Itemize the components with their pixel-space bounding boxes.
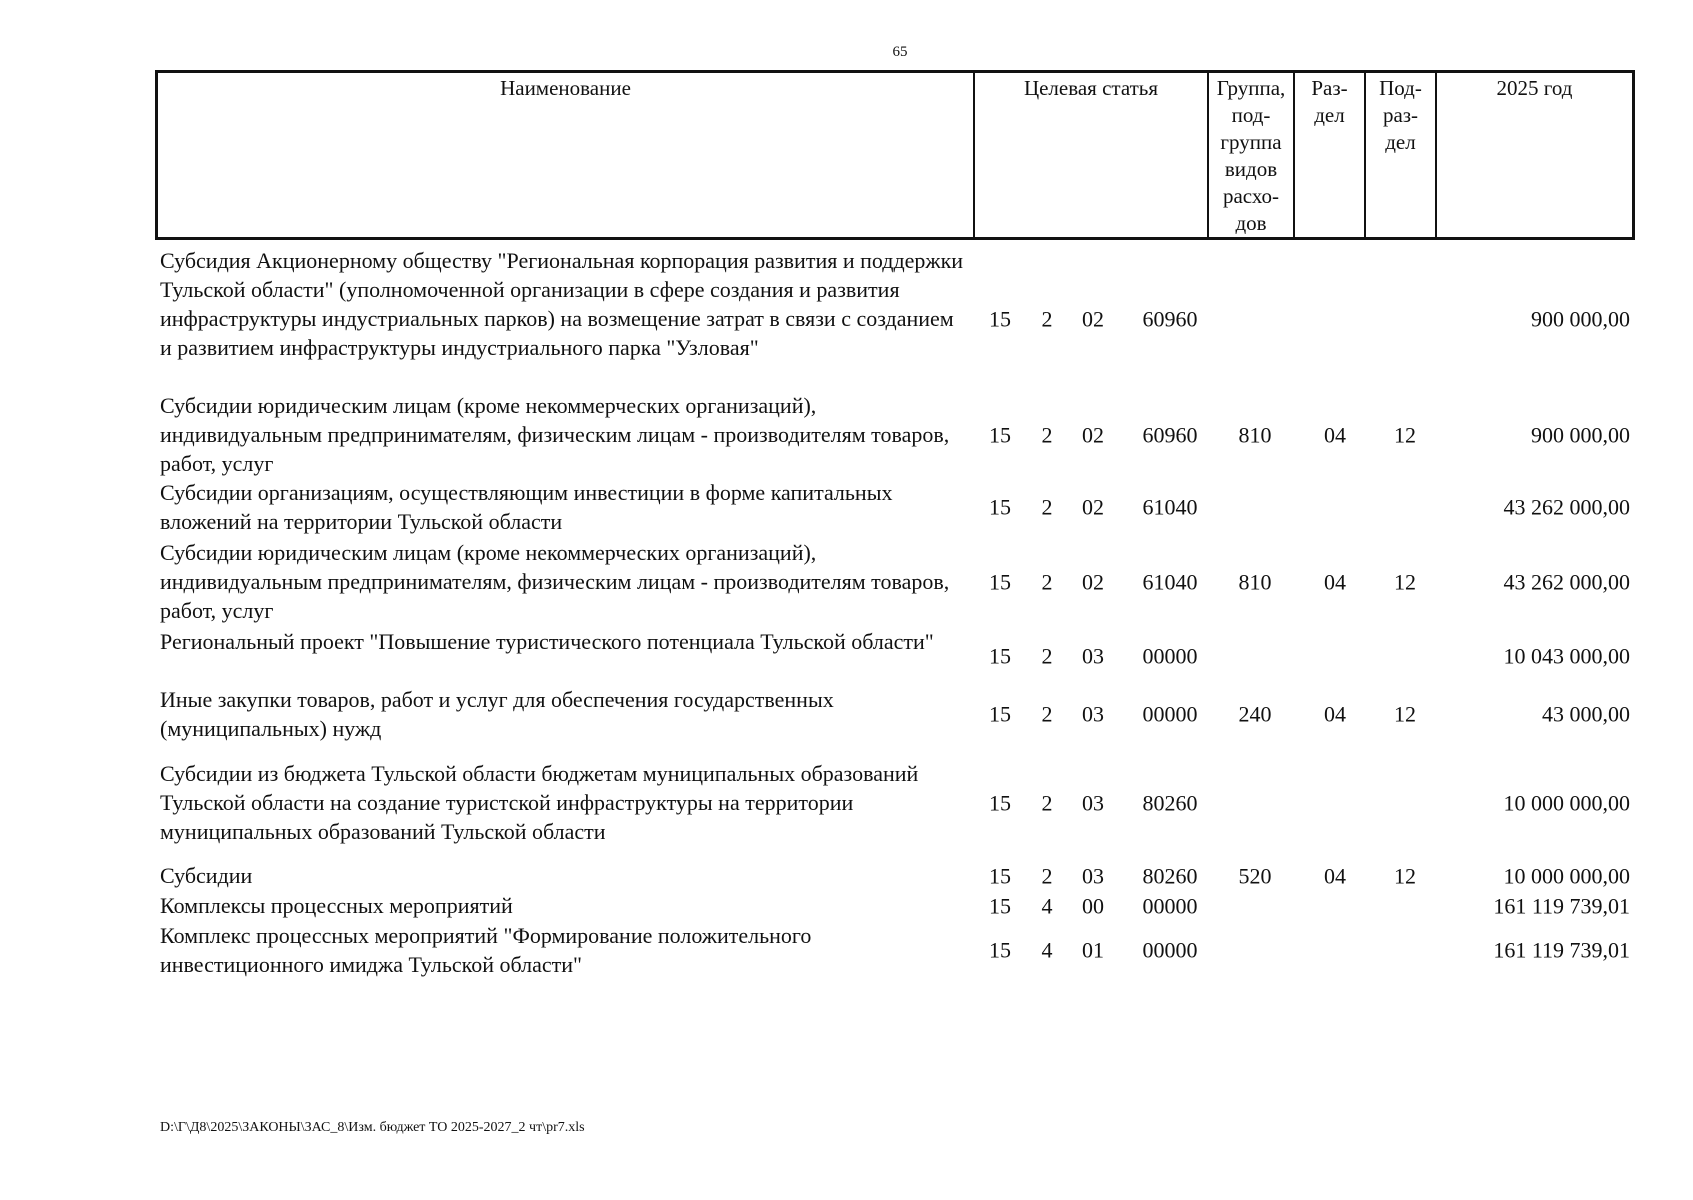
row-amount: 900 000,00 xyxy=(1531,306,1630,331)
row-subprogram: 2 xyxy=(1041,643,1053,669)
row-subprogram: 2 xyxy=(1041,790,1053,815)
row-direction: 60960 xyxy=(1142,306,1198,331)
row-expense-group: 520 xyxy=(1238,863,1272,889)
row-event: 02 xyxy=(1082,306,1104,331)
table-row xyxy=(160,627,1635,685)
row-podrazdel: 12 xyxy=(1394,422,1416,447)
row-podrazdel: 12 xyxy=(1394,863,1416,889)
row-razdel: 04 xyxy=(1324,701,1346,727)
row-subprogram: 4 xyxy=(1041,937,1053,963)
table-row xyxy=(160,891,1635,921)
table-row xyxy=(160,861,1635,891)
row-event: 02 xyxy=(1082,422,1104,447)
row-direction: 00000 xyxy=(1142,701,1198,727)
row-program: 15 xyxy=(989,701,1011,727)
row-subprogram: 2 xyxy=(1041,494,1053,520)
header-podrazdel-line: Под- xyxy=(1379,76,1422,100)
row-program: 15 xyxy=(989,422,1011,447)
header-name: Наименование xyxy=(158,73,975,237)
row-subprogram: 4 xyxy=(1041,893,1053,919)
page-number: 65 xyxy=(892,44,908,60)
row-program: 15 xyxy=(989,893,1011,919)
row-subprogram: 2 xyxy=(1041,306,1053,331)
row-podrazdel: 12 xyxy=(1394,701,1416,727)
table-row xyxy=(160,391,1635,478)
row-event: 00 xyxy=(1082,893,1104,919)
header-expense-group-line: группа xyxy=(1220,130,1282,154)
header-podrazdel-line: дел xyxy=(1385,130,1416,154)
row-event: 03 xyxy=(1082,643,1104,669)
row-amount: 900 000,00 xyxy=(1531,422,1630,447)
row-razdel: 04 xyxy=(1324,422,1346,447)
row-event: 02 xyxy=(1082,494,1104,520)
header-expense-group-line: дов xyxy=(1235,211,1267,235)
header-expense-group xyxy=(1209,73,1295,237)
row-amount: 10 000 000,00 xyxy=(1503,790,1630,815)
row-program: 15 xyxy=(989,863,1011,889)
row-direction: 60960 xyxy=(1142,422,1198,447)
row-direction: 61040 xyxy=(1142,569,1198,594)
row-event: 03 xyxy=(1082,863,1104,889)
row-direction: 61040 xyxy=(1142,494,1198,520)
row-name: Субсидии юридическим лицам (кроме некоммерческих организаций), индивидуальным предпринимателям, физическим лицам - производителям товаров, работ, услуг xyxy=(160,393,950,476)
table-header xyxy=(155,70,1635,240)
row-expense-group: 810 xyxy=(1238,422,1272,447)
row-event: 01 xyxy=(1082,937,1104,963)
row-razdel: 04 xyxy=(1324,569,1346,594)
header-razdel xyxy=(1295,73,1366,237)
row-direction: 00000 xyxy=(1142,893,1198,919)
row-name: Субсидии юридическим лицам (кроме некоммерческих организаций), индивидуальным предпринимателям, физическим лицам - производителям товаров, работ, услуг xyxy=(160,540,950,623)
header-expense-group-line: видов xyxy=(1224,157,1278,181)
row-event: 02 xyxy=(1082,569,1104,594)
row-event: 03 xyxy=(1082,790,1104,815)
row-name: Субсидии из бюджета Тульской области бюджетам муниципальных образований Тульской области на создание туристской инфраструктуры на территории муниципальных образований Тульской области xyxy=(160,761,919,844)
row-name: Субсидии организациям, осуществляющим инвестиции в форме капитальных вложений на территории Тульской области xyxy=(160,480,893,534)
row-program: 15 xyxy=(989,569,1011,594)
row-name: Субсидии xyxy=(160,863,253,888)
row-name: Иные закупки товаров, работ и услуг для обеспечения государственных (муниципальных) нужд xyxy=(160,687,834,741)
row-direction: 80260 xyxy=(1142,863,1198,889)
header-target-article: Целевая статья xyxy=(975,73,1209,237)
table-row xyxy=(160,921,1635,979)
row-amount: 43 262 000,00 xyxy=(1503,569,1630,594)
row-direction: 00000 xyxy=(1142,643,1198,669)
row-event: 03 xyxy=(1082,701,1104,727)
row-subprogram: 2 xyxy=(1041,422,1053,447)
row-name: Региональный проект "Повышение туристического потенциала Тульской области" xyxy=(160,629,934,654)
table-row xyxy=(160,538,1635,625)
row-amount: 43 262 000,00 xyxy=(1503,494,1630,520)
row-direction: 80260 xyxy=(1142,790,1198,815)
header-expense-group-line: расхо- xyxy=(1222,184,1280,208)
row-program: 15 xyxy=(989,643,1011,669)
table-row xyxy=(160,478,1635,536)
header-podrazdel xyxy=(1366,73,1437,237)
row-program: 15 xyxy=(989,494,1011,520)
row-amount: 10 043 000,00 xyxy=(1503,643,1630,669)
row-name: Субсидия Акционерному обществу "Региональная корпорация развития и поддержки Тульской области" (уполномоченной организации в сфере создания и развития инфраструктуры индустриальных парков) на возмещение затрат в связи с созданием и развитием инфраструктуры индустриального парка "Узловая" xyxy=(160,248,964,360)
header-year-2025: 2025 год xyxy=(1496,76,1573,100)
row-amount: 161 119 739,01 xyxy=(1493,937,1630,963)
file-path-footer: D:\Г\Д8\2025\ЗАКОНЫ\ЗАС_8\Изм. бюджет ТО 2025-2027_2 чт\pr7.xls xyxy=(160,1120,585,1135)
header-expense-group-line: Группа, xyxy=(1216,76,1286,100)
table-row xyxy=(160,759,1635,846)
header-podrazdel-line: раз- xyxy=(1382,103,1419,127)
table-row xyxy=(160,246,1635,391)
row-amount: 161 119 739,01 xyxy=(1493,893,1630,919)
row-subprogram: 2 xyxy=(1041,569,1053,594)
row-amount: 43 000,00 xyxy=(1542,701,1630,727)
table-row xyxy=(160,685,1635,743)
row-name: Комплексы процессных мероприятий xyxy=(160,893,513,918)
row-subprogram: 2 xyxy=(1041,863,1053,889)
row-direction: 00000 xyxy=(1142,937,1198,963)
row-program: 15 xyxy=(989,937,1011,963)
row-subprogram: 2 xyxy=(1041,701,1053,727)
header-razdel-line: Раз- xyxy=(1311,76,1348,100)
row-expense-group: 240 xyxy=(1238,701,1272,727)
row-podrazdel: 12 xyxy=(1394,569,1416,594)
row-program: 15 xyxy=(989,306,1011,331)
row-program: 15 xyxy=(989,790,1011,815)
header-razdel-line: дел xyxy=(1314,103,1345,127)
row-razdel: 04 xyxy=(1324,863,1346,889)
header-expense-group-line: под- xyxy=(1231,103,1271,127)
row-name: Комплекс процессных мероприятий "Формирование положительного инвестиционного имиджа Тульской области" xyxy=(160,923,812,977)
row-amount: 10 000 000,00 xyxy=(1503,863,1630,889)
row-expense-group: 810 xyxy=(1238,569,1272,594)
